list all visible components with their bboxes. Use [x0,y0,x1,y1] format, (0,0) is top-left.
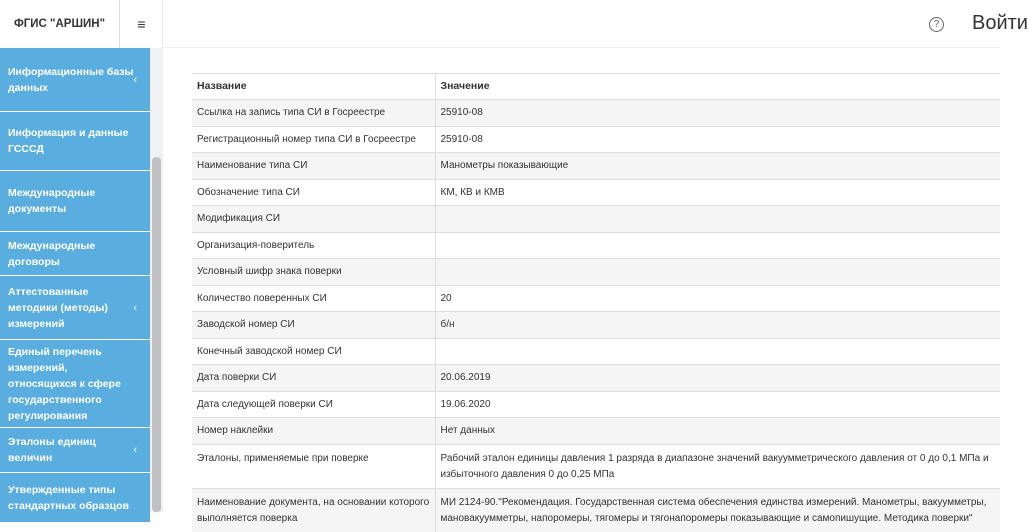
sidebar-item[interactable] [0,276,150,340]
field-value: Манометры показывающие [435,153,1000,180]
sidebar-item-label: Информация и данные ГСССД [8,127,129,155]
field-name: Ссылка на запись типа СИ в Госреестре [192,100,435,127]
sidebar-menu [0,48,150,512]
chevron-left-icon: ‹ [133,73,137,86]
table-row [192,285,1000,312]
table-row [192,126,1000,153]
brand-logo[interactable]: ФГИС "АРШИН" [13,18,106,30]
sidebar [0,0,163,512]
sidebar-scrollbar-thumb[interactable] [152,157,161,512]
field-value: 19.06.2020 [435,391,1000,418]
field-value: 20.06.2019 [435,365,1000,392]
field-value: Рабочий эталон единицы давления 1 разряда в диапазоне значений вакуумметрического давления от 0 до 0,1 МПа и избыточного давления 0 до 0,25 МПа [435,444,1000,488]
help-icon[interactable]: ? [929,17,944,32]
field-name: Номер наклейки [192,418,435,445]
field-name: Количество поверенных СИ [192,285,435,312]
field-name: Эталоны, применяемые при поверке [192,444,435,488]
field-value: б/н [435,312,1000,339]
sidebar-item-label: Единый перечень измерений, относящихся к сфере государственного регулирования [8,345,121,422]
sidebar-item[interactable] [0,232,150,276]
field-name: Условный шифр знака поверки [192,259,435,286]
top-bar [163,0,1028,48]
sidebar-item[interactable] [0,340,150,428]
table-row [192,259,1000,286]
table-row [192,206,1000,233]
sidebar-item-label: Аттестованные методики (методы) измерений [8,285,108,330]
menu-toggle-button[interactable]: ≡ [119,0,163,48]
field-value: 25910-08 [435,100,1000,127]
field-name: Модификация СИ [192,206,435,233]
chevron-left-icon: ‹ [133,301,137,314]
table-row [192,153,1000,180]
field-name: Дата поверки СИ [192,365,435,392]
table-row [192,312,1000,339]
sidebar-item[interactable] [0,48,150,112]
table-row [192,365,1000,392]
table-row [192,232,1000,259]
field-name: Наименование документа, на основании которого выполняется поверка [192,488,435,532]
chevron-left-icon: ‹ [133,444,137,456]
field-name: Дата следующей поверки СИ [192,391,435,418]
sidebar-item-label: Международные договоры [8,239,96,268]
table-row [192,391,1000,418]
login-link[interactable]: Войти [972,12,1028,34]
field-name: Конечный заводской номер СИ [192,338,435,365]
table-row [192,100,1000,127]
field-value: 25910-08 [435,126,1000,153]
field-name: Организация-поверитель [192,232,435,259]
field-name: Регистрационный номер типа СИ в Госреестре [192,126,435,153]
field-value: КМ, КВ и КМВ [435,179,1000,206]
sidebar-item[interactable] [0,171,150,232]
sidebar-item-label: Утвержденные типы стандартных образцов [8,483,129,512]
field-value [435,338,1000,365]
field-value [435,232,1000,259]
field-value: 20 [435,285,1000,312]
field-name: Наименование типа СИ [192,153,435,180]
field-value [435,259,1000,286]
field-value: МИ 2124-90."Рекомендация. Государственная система обеспечения единства измерений. Манометры, вакуумметры, мановакуумметры, напоромеры, тягомеры и тягонапоромеры показывающие и самопишущие. Методика поверки" [435,488,1000,532]
sidebar-item-label: Международные документы [8,187,96,215]
table-row [192,418,1000,445]
field-name: Заводской номер СИ [192,312,435,339]
table-row [192,338,1000,365]
sidebar-item[interactable] [0,112,150,171]
details-table [192,73,1000,532]
sidebar-item[interactable] [0,428,150,473]
field-value [435,206,1000,233]
sidebar-item[interactable] [0,473,150,523]
column-header-name: Название [192,74,435,100]
field-name: Обозначение типа СИ [192,179,435,206]
field-value: Нет данных [435,418,1000,445]
sidebar-item-label: Информационные базы данных [8,65,134,94]
table-row [192,488,1000,532]
table-row [192,444,1000,488]
column-header-value: Значение [435,74,1000,100]
table-row [192,179,1000,206]
sidebar-item-label: Эталоны единиц величин [8,436,96,464]
